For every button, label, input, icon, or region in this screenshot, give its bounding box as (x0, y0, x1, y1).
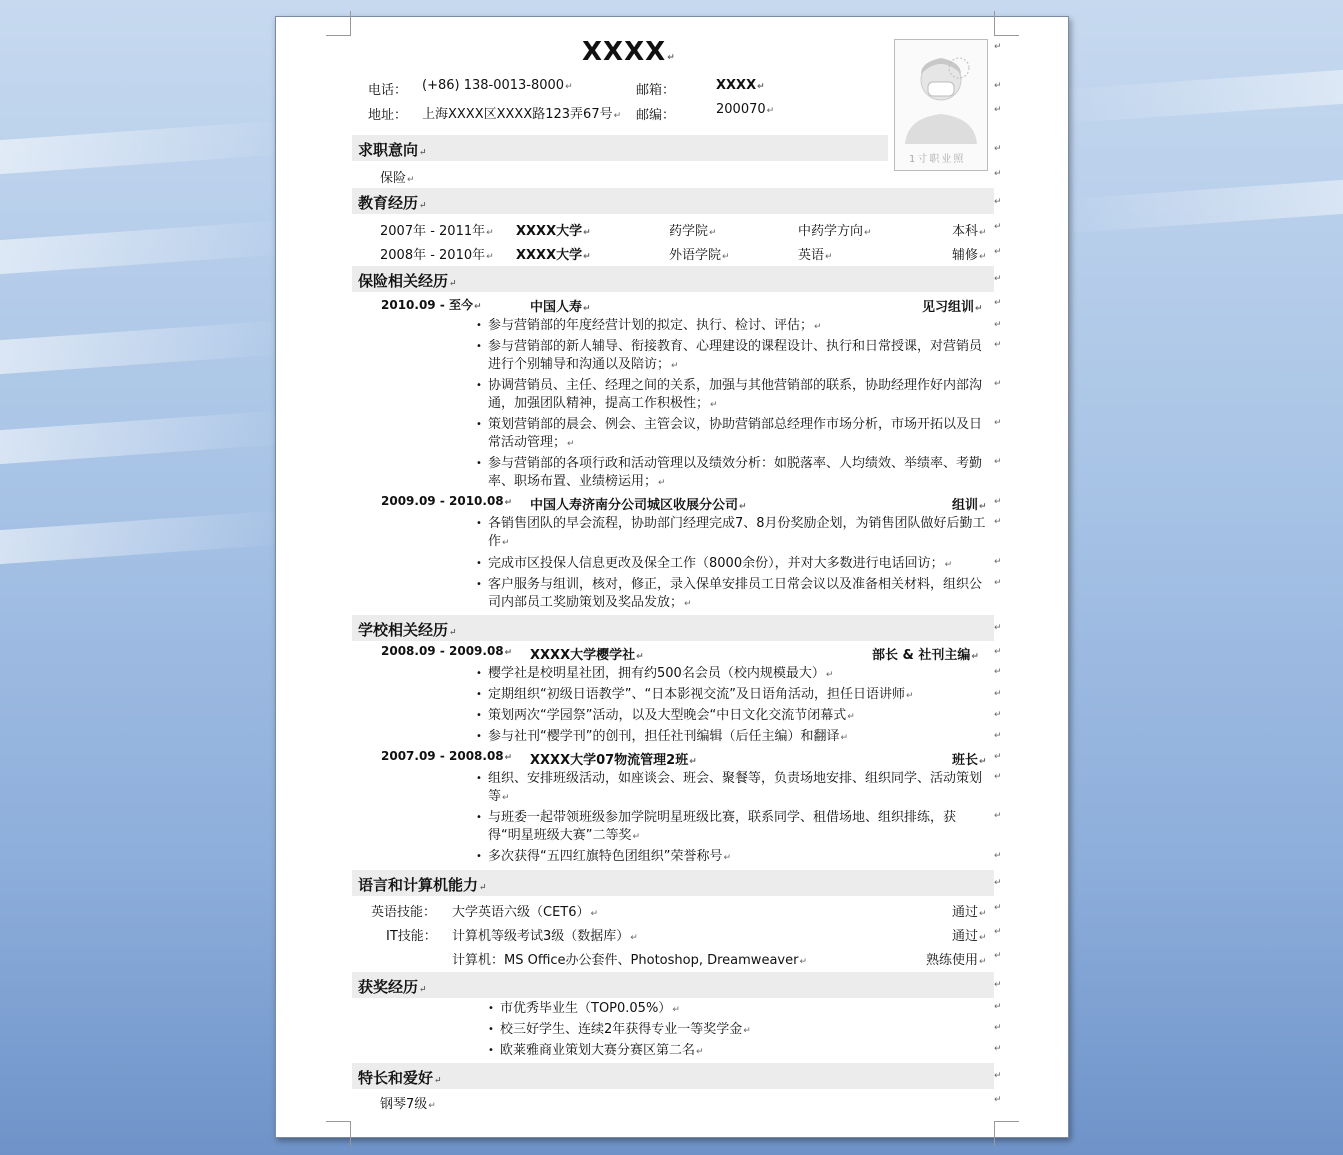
paragraph-mark: ↵ (994, 731, 1002, 741)
paragraph-mark: ↵ (994, 298, 1002, 308)
list-item: • 协调营销员、主任、经理之间的关系，加强与其他营销部的联系，协助经理作好内部沟通，加强团队精神，提高工作积极性； ↵ (488, 377, 988, 414)
paragraph-mark: ↵ (994, 320, 1002, 330)
paragraph-mark: ↵ (994, 340, 1002, 350)
list-item: • 客户服务与组训，核对，修正，录入保单安排员工日常会议以及准备相关材料，组织公司内部员工奖励策划及奖品发放； ↵ (488, 576, 988, 613)
background-band (0, 220, 290, 274)
edu-degree: 辅修 ↵ (952, 244, 987, 263)
list-item: • 多次获得“五四红旗特色团组织”荣誉称号 ↵ (488, 848, 988, 867)
section-awards: 获奖经历 ↵ (352, 972, 994, 998)
paragraph-mark: ↵ (994, 457, 1002, 467)
email-label: 邮箱： (636, 83, 676, 98)
address-label: 地址： (368, 108, 408, 123)
zip-value: 200070 ↵ (716, 102, 774, 117)
job-org: 中国人寿济南分公司城区收展分公司 ↵ (530, 494, 747, 513)
email-value: XXXX ↵ (716, 78, 765, 93)
list-item: • 参与营销部的新人辅导、衔接教育、心理建设的课程设计、执行和日常授课，对营销员进行个别辅导和沟通以及陪访； ↵ (488, 338, 988, 375)
job-role: 部长 & 社刊主编 ↵ (872, 644, 979, 663)
paragraph-mark: ↵ (994, 667, 1002, 677)
list-item: • 策划两次“学园祭”活动，以及大型晚会“中日文化交流节闭幕式 ↵ (488, 707, 988, 726)
edu-period: 2008年 - 2010年 ↵ (380, 244, 494, 263)
background-band (1053, 180, 1343, 234)
paragraph-mark: ↵ (994, 578, 1002, 588)
paragraph-mark: ↵ (994, 851, 1002, 861)
list-item: • 参与社刊“樱学刊”的创刊，担任社刊编辑（后任主编）和翻译 ↵ (488, 728, 988, 747)
paragraph-mark: ↵ (994, 105, 1002, 115)
skill-level: 熟练使用 ↵ (926, 949, 987, 968)
objective-value: 保险 ↵ (380, 167, 415, 186)
crop-mark (994, 11, 1019, 36)
edu-school: XXXX大学 ↵ (516, 244, 591, 263)
edu-degree: 本科 ↵ (952, 220, 987, 239)
list-item: • 樱学社是校明星社团，拥有约500名会员（校内规模最大） ↵ (488, 665, 988, 684)
address-value: 上海XXXX区XXXX路123弄67号 ↵ (422, 103, 621, 122)
list-item: • 完成市区投保人信息更改及保全工作（8000余份），并对大多数进行电话回访； ↵ (488, 555, 988, 574)
job-period: 2010.09 - 至今 ↵ (381, 296, 482, 313)
paragraph-mark: ↵ (994, 197, 1002, 207)
paragraph-mark: ↵ (994, 379, 1002, 389)
job-org: 中国人寿 ↵ (530, 296, 591, 315)
edu-major: 中药学方向 ↵ (798, 220, 872, 239)
job-org: XXXX大学07物流管理2班 ↵ (530, 749, 697, 768)
paragraph-mark: ↵ (994, 247, 1002, 257)
job-role: 班长 ↵ (952, 749, 987, 768)
list-item: • 参与营销部的年度经营计划的拟定、执行、检讨、评估； ↵ (488, 317, 988, 336)
paragraph-mark: ↵ (994, 274, 1002, 284)
paragraph-mark: ↵ (994, 42, 1002, 52)
section-insurance: 保险相关经历 ↵ (352, 266, 994, 292)
background-band (0, 320, 290, 374)
crop-mark (326, 1121, 351, 1146)
paragraph-mark: ↵ (994, 1044, 1002, 1054)
avatar-icon (895, 40, 987, 152)
paragraph-mark: ↵ (994, 927, 1002, 937)
skill-value: 计算机：MS Office办公套件、Photoshop, Dreamweaver ↵ (452, 949, 807, 968)
list-item: • 组织、安排班级活动，如座谈会、班会、聚餐等，负责场地安排、组织同学、活动策划等 ↵ (488, 770, 988, 807)
section-skills: 语言和计算机能力 ↵ (352, 870, 994, 896)
paragraph-mark: ↵ (994, 497, 1002, 507)
list-item: • 与班委一起带领班级参加学院明星班级比赛，联系同学、租借场地、组织排练，获得“明星班级大赛”二等奖 ↵ (488, 809, 988, 846)
photo-caption: 1寸职业照 (909, 154, 966, 165)
section-school: 学校相关经历 ↵ (352, 615, 994, 641)
job-role: 见习组训 ↵ (922, 296, 983, 315)
skill-value: 大学英语六级（CET6） ↵ (452, 901, 598, 920)
paragraph-mark: ↵ (994, 903, 1002, 913)
paragraph-mark: ↵ (994, 517, 1002, 527)
paragraph-mark: ↵ (994, 710, 1002, 720)
job-period: 2009.09 - 2010.08 ↵ (381, 494, 512, 508)
paragraph-mark: ↵ (994, 1071, 1002, 1081)
job-org: XXXX大学樱学社 ↵ (530, 644, 644, 663)
skill-level: 通过 ↵ (952, 925, 987, 944)
edu-college: 外语学院 ↵ (669, 244, 730, 263)
paragraph-mark: ↵ (994, 647, 1002, 657)
paragraph-mark: ↵ (994, 169, 1002, 179)
skill-label: 英语技能： (371, 905, 437, 920)
hobby-value: 钢琴7级 ↵ (380, 1093, 436, 1112)
skill-level: 通过 ↵ (952, 901, 987, 920)
background-band (1053, 70, 1343, 124)
list-item: • 市优秀毕业生（TOP0.05%） ↵ (500, 1000, 1000, 1019)
list-item: • 定期组织“初级日语教学”、“日本影视交流”及日语角活动，担任日语讲师 ↵ (488, 686, 988, 705)
paragraph-mark: ↵ (994, 1023, 1002, 1033)
paragraph-mark: ↵ (994, 980, 1002, 990)
phone-value: (+86) 138-0013-8000 ↵ (422, 78, 573, 93)
paragraph-mark: ↵ (994, 811, 1002, 821)
paragraph-mark: ↵ (994, 222, 1002, 232)
paragraph-mark: ↵ (994, 81, 1002, 91)
paragraph-mark: ↵ (994, 144, 1002, 154)
paragraph-mark: ↵ (994, 752, 1002, 762)
list-item: • 欧莱雅商业策划大赛分赛区第二名 ↵ (500, 1042, 1000, 1061)
paragraph-mark: ↵ (994, 772, 1002, 782)
paragraph-mark: ↵ (994, 418, 1002, 428)
list-item: • 校三好学生、连续2年获得专业一等奖学金 ↵ (500, 1021, 1000, 1040)
job-role: 组训 ↵ (952, 494, 987, 513)
paragraph-mark: ↵ (994, 878, 1002, 888)
section-education: 教育经历 ↵ (352, 188, 994, 214)
paragraph-mark: ↵ (994, 557, 1002, 567)
edu-major: 英语 ↵ (798, 244, 833, 263)
paragraph-mark: ↵ (994, 1002, 1002, 1012)
background-band (0, 510, 290, 564)
edu-college: 药学院 ↵ (669, 220, 717, 239)
job-period: 2008.09 - 2009.08 ↵ (381, 644, 512, 658)
edu-period: 2007年 - 2011年 ↵ (380, 220, 494, 239)
paragraph-mark: ↵ (994, 623, 1002, 633)
list-item: • 策划营销部的晨会、例会、主管会议，协助营销部总经理作市场分析，市场开拓以及日常活动管理； ↵ (488, 416, 988, 453)
background-band (0, 120, 290, 174)
document-page[interactable] (275, 16, 1069, 1138)
paragraph-mark: ↵ (994, 1095, 1002, 1105)
section-hobbies: 特长和爱好 ↵ (352, 1063, 994, 1089)
resume-name: XXXX ↵ (582, 37, 676, 67)
skill-value: 计算机等级考试3级（数据库） ↵ (452, 925, 638, 944)
job-period: 2007.09 - 2008.08 ↵ (381, 749, 512, 763)
phone-label: 电话： (368, 83, 408, 98)
paragraph-mark: ↵ (994, 689, 1002, 699)
crop-mark (326, 11, 351, 36)
crop-mark (994, 1121, 1019, 1146)
background-band (0, 410, 290, 464)
paragraph-mark: ↵ (994, 951, 1002, 961)
list-item: • 参与营销部的各项行政和活动管理以及绩效分析：如脱落率、人均绩效、举绩率、考勤率、职场布置、业绩榜运用； ↵ (488, 455, 988, 492)
edu-school: XXXX大学 ↵ (516, 220, 591, 239)
section-objective: 求职意向 ↵ (352, 135, 888, 161)
photo-placeholder[interactable] (894, 39, 988, 171)
zip-label: 邮编： (636, 108, 676, 123)
list-item: • 各销售团队的早会流程，协助部门经理完成7、8月份奖励企划，为销售团队做好后勤工作 ↵ (488, 515, 988, 552)
skill-label: IT技能： (386, 929, 437, 944)
